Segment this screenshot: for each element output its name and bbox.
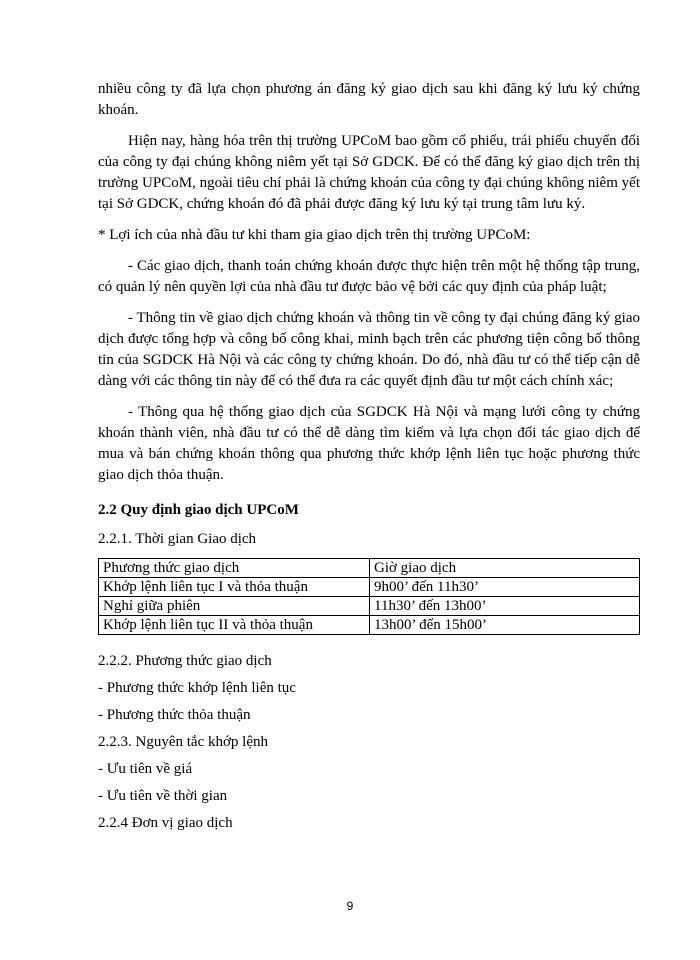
list-item: - Phương thức thỏa thuận — [98, 707, 251, 723]
paragraph-benefits-title: * Lợi ích của nhà đầu tư khi tham gia giao dịch trên thị trường UPCoM: — [98, 227, 531, 243]
table-cell: 9h00’ đến 11h30’ — [370, 578, 640, 597]
trading-rules-list — [98, 651, 640, 834]
list-item: 2.2.2. Phương thức giao dịch — [98, 653, 272, 669]
paragraph-benefit-1: - Các giao dịch, thanh toán chứng khoán được thực hiện trên một hệ thống tập trung, có quản lý nên quyền lợi của nhà đầu tư được bảo vệ bởi các quy định của pháp luật; — [98, 258, 640, 295]
paragraph-upcom-goods: Hiện nay, hàng hóa trên thị trường UPCoM bao gồm cổ phiếu, trái phiếu chuyển đổi của công ty đại chúng không niêm yết tại Sở GDCK. Để có thể đăng ký giao dịch trên thị trường UPCoM, ngoài tiêu chí phải là chứng khoán của công ty đại chúng không niêm yết tại Sở GDCK, chứng khoán đó đã phải được đăng ký lưu ký tại trung tâm lưu ký. — [98, 133, 640, 212]
page-number: 9 — [346, 899, 354, 913]
paragraph-continuation: nhiều công ty đã lựa chọn phương án đăng ký giao dịch sau khi đăng ký lưu ký chứng khoán. — [98, 81, 640, 118]
subsection-trading-time: 2.2.1. Thời gian Giao dịch — [98, 531, 257, 547]
table-header-cell: Phương thức giao dịch — [99, 559, 370, 578]
list-item: - Phương thức khớp lệnh liên tục — [98, 680, 296, 696]
paragraph-benefit-3: - Thông qua hệ thống giao dịch của SGDCK Hà Nội và mạng lưới công ty chứng khoán thành viên, nhà đầu tư có thể dễ dàng tìm kiếm và lựa chọn đối tác giao dịch để mua và bán chứng khoán thông qua phương thức khớp lệnh liên tục hoặc phương thức giao dịch thỏa thuận. — [98, 404, 640, 483]
list-item: - Ưu tiên về thời gian — [98, 788, 228, 804]
table-cell: Khớp lệnh liên tục II và thỏa thuận — [99, 616, 370, 635]
table-row — [99, 616, 640, 635]
table-cell: 13h00’ đến 15h00’ — [370, 616, 640, 635]
table-header-cell: Giờ giao dịch — [370, 559, 640, 578]
table-row — [99, 578, 640, 597]
trading-time-table — [98, 558, 640, 635]
table-cell: Nghỉ giữa phiên — [99, 597, 370, 616]
table-row — [99, 597, 640, 616]
table-header-row — [99, 559, 640, 578]
paragraph-benefit-2: - Thông tin về giao dịch chứng khoán và thông tin về công ty đại chúng đăng ký giao dịch được tổng hợp và công bố công khai, minh bạch trên các phương tiện công bố thông tin của SGDCK Hà Nội và các công ty chứng khoán. Do đó, nhà đầu tư có thể tiếp cận dễ dàng với các thông tin này để có thể đưa ra các quyết định đầu tư một cách chính xác; — [98, 310, 640, 389]
list-item: 2.2.3. Nguyên tắc khớp lệnh — [98, 734, 268, 750]
list-item: 2.2.4 Đơn vị giao dịch — [98, 815, 233, 831]
table-cell: Khớp lệnh liên tục I và thỏa thuận — [99, 578, 370, 597]
document-page — [98, 79, 640, 834]
section-heading: 2.2 Quy định giao dịch UPCoM — [98, 502, 299, 518]
table-cell: 11h30’ đến 13h00’ — [370, 597, 640, 616]
list-item: - Ưu tiên về giá — [98, 761, 193, 777]
